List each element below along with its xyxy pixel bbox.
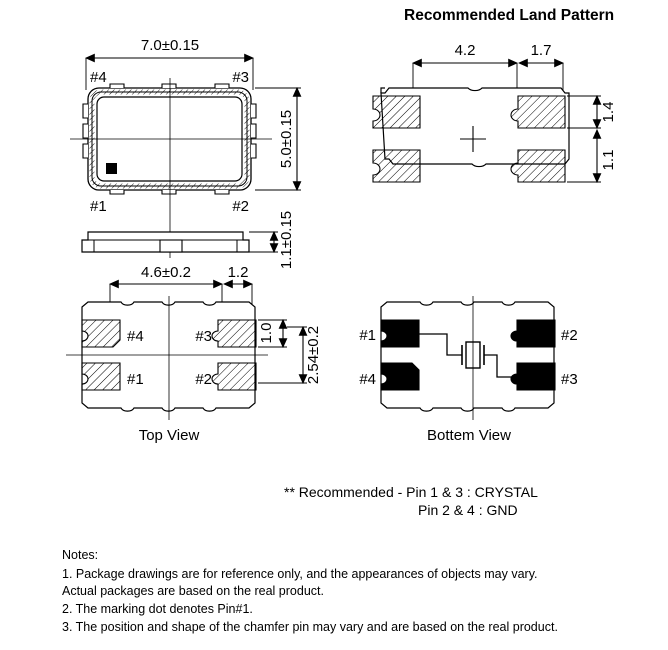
dim-topview-width: 4.6±0.2 <box>141 264 191 281</box>
land-pad-bottom-left <box>373 150 420 182</box>
pin-label-top-left: #4 <box>90 69 107 86</box>
land-pad-top-right <box>511 96 565 128</box>
note-item-4: 3. The position and shape of the chamfer pin may vary and are based on the real product. <box>62 620 558 634</box>
note-item-1: 1. Package drawings are for reference only, and the appearances of objects may vary. <box>62 567 538 581</box>
package-side-view <box>82 232 249 252</box>
dim-package-thickness: 1.1±0.15 <box>278 210 295 270</box>
land-pad-top-left <box>373 96 420 128</box>
dim-land-vertical-lower: 1.1 <box>600 149 617 171</box>
top-view-body <box>82 302 255 411</box>
notes-heading: Notes: <box>62 548 99 562</box>
recommendation-line-1: ** Recommended - Pin 1 & 3 : CRYSTAL <box>284 484 538 500</box>
land-pad-bottom-right <box>511 150 565 182</box>
dim-topview-pad-width: 1.2 <box>227 264 249 281</box>
bottom-view-pin-label-2: #2 <box>561 327 578 344</box>
bottom-view-pad-4 <box>381 363 419 390</box>
bottom-view-pad-3 <box>511 363 555 390</box>
dim-topview-pitch: 2.54±0.2 <box>305 325 322 385</box>
dim-package-height: 5.0±0.15 <box>278 109 295 169</box>
marking-dot <box>106 163 117 174</box>
bottom-view-pad-2 <box>511 320 555 347</box>
bottom-view-pin-label-3: #3 <box>561 371 578 388</box>
top-view-pad-2 <box>212 363 256 390</box>
dim-land-vertical-upper: 1.4 <box>600 101 617 123</box>
dim-land-pad-span: 4.2 <box>454 42 476 59</box>
bottom-view-label: Bottem View <box>427 427 511 444</box>
top-view-pad-3 <box>212 320 256 347</box>
top-view-pin-label-1: #1 <box>127 371 144 388</box>
recommendation-line-2: Pin 2 & 4 : GND <box>418 502 518 518</box>
note-item-3: 2. The marking dot denotes Pin#1. <box>62 602 253 616</box>
pin-label-bottom-right: #2 <box>232 198 249 215</box>
top-view-label: Top View <box>138 427 200 444</box>
land-pattern-heading: Recommended Land Pattern <box>404 7 615 24</box>
top-view-pin-label-2: #2 <box>195 371 212 388</box>
top-view-pad-4 <box>82 320 120 347</box>
top-view-pin-label-3: #3 <box>195 328 212 345</box>
bottom-view-pad-1 <box>381 320 419 347</box>
dim-package-width: 7.0±0.15 <box>140 37 200 54</box>
dim-land-pad-width: 1.7 <box>530 42 552 59</box>
top-view-pad-1 <box>82 363 120 390</box>
top-view-pin-label-4: #4 <box>127 328 144 345</box>
dim-topview-pad-height: 1.0 <box>258 322 275 344</box>
pin-label-bottom-left: #1 <box>90 198 107 215</box>
pin-label-top-right: #3 <box>232 69 249 86</box>
bottom-view-pin-label-1: #1 <box>359 327 376 344</box>
note-item-2: Actual packages are based on the real product. <box>62 584 324 598</box>
bottom-view-pin-label-4: #4 <box>359 371 376 388</box>
dimension-topview-pad-height <box>258 320 287 347</box>
